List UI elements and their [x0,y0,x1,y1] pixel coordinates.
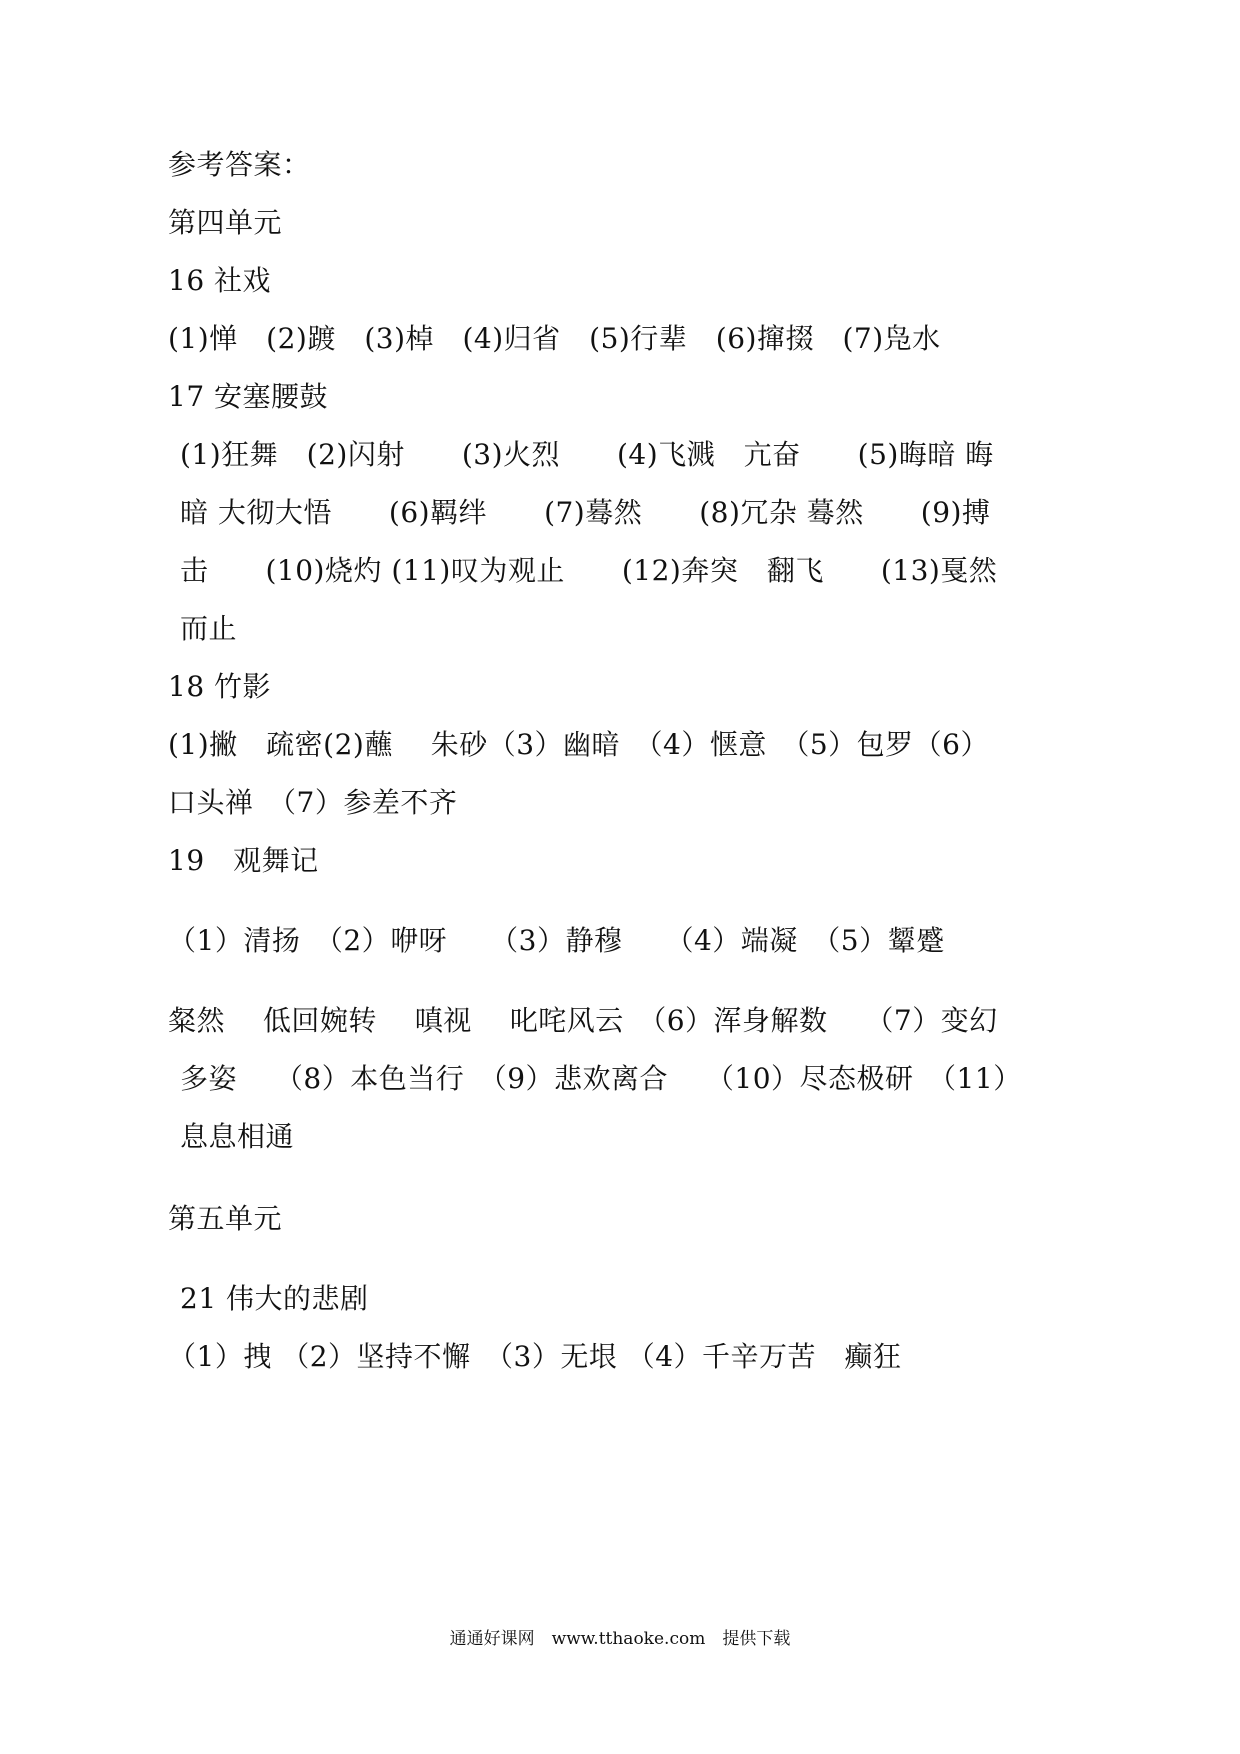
page-footer: 通通好课网 www.tthaoke.com 提供下载 [449,1629,791,1649]
lesson-19-title: 19 观舞记 [168,844,319,877]
lesson-19-answers-line-2: 粲然 低回婉转 嗔视 叱咤风云 （6）浑身解数 （7）变幻 [168,1004,998,1037]
lesson-16-title: 16 社戏 [168,264,272,297]
answers-heading: 参考答案： [168,148,311,181]
lesson-17-answers-line-4: 而止 [180,612,238,645]
lesson-19-answers-line-4: 息息相通 [180,1120,295,1153]
unit-4-title: 第四单元 [168,206,283,239]
lesson-18-title: 18 竹影 [168,670,272,703]
lesson-17-answers-line-3: 击 (10)烧灼 (11)叹为观止 (12)奔突 翻飞 (13)戛然 [180,554,998,587]
lesson-21-answers: （1）拽 （2）坚持不懈 （3）无垠 （4）千辛万苦 癫狂 [168,1340,902,1373]
lesson-19-answers-line-3: 多姿 （8）本色当行 （9）悲欢离合 （10）尽态极研 （11） [180,1062,1022,1095]
lesson-17-answers-line-2: 暗 大彻大悟 (6)羁绊 (7)蓦然 (8)冗杂 蓦然 (9)搏 [180,496,991,529]
lesson-16-answers: (1)惮 (2)踱 (3)棹 (4)归省 (5)行辈 (6)撺掇 (7)凫水 [168,322,941,355]
lesson-17-title: 17 安塞腰鼓 [168,380,329,413]
lesson-21-title: 21 伟大的悲剧 [180,1282,369,1315]
lesson-19-answers-line-1: （1）清扬 （2）咿呀 （3）静穆 （4）端凝 （5）颦蹙 [168,924,945,957]
unit-5-title: 第五单元 [168,1202,283,1235]
lesson-17-answers-line-1: (1)狂舞 (2)闪射 (3)火烈 (4)飞溅 亢奋 (5)晦暗 晦 [180,438,994,471]
lesson-18-answers-line-1: (1)撇 疏密(2)蘸 朱砂（3）幽暗 （4）惬意 （5）包罗（6） [168,728,989,761]
lesson-18-answers-line-2: 口头禅 （7）参差不齐 [168,786,458,819]
